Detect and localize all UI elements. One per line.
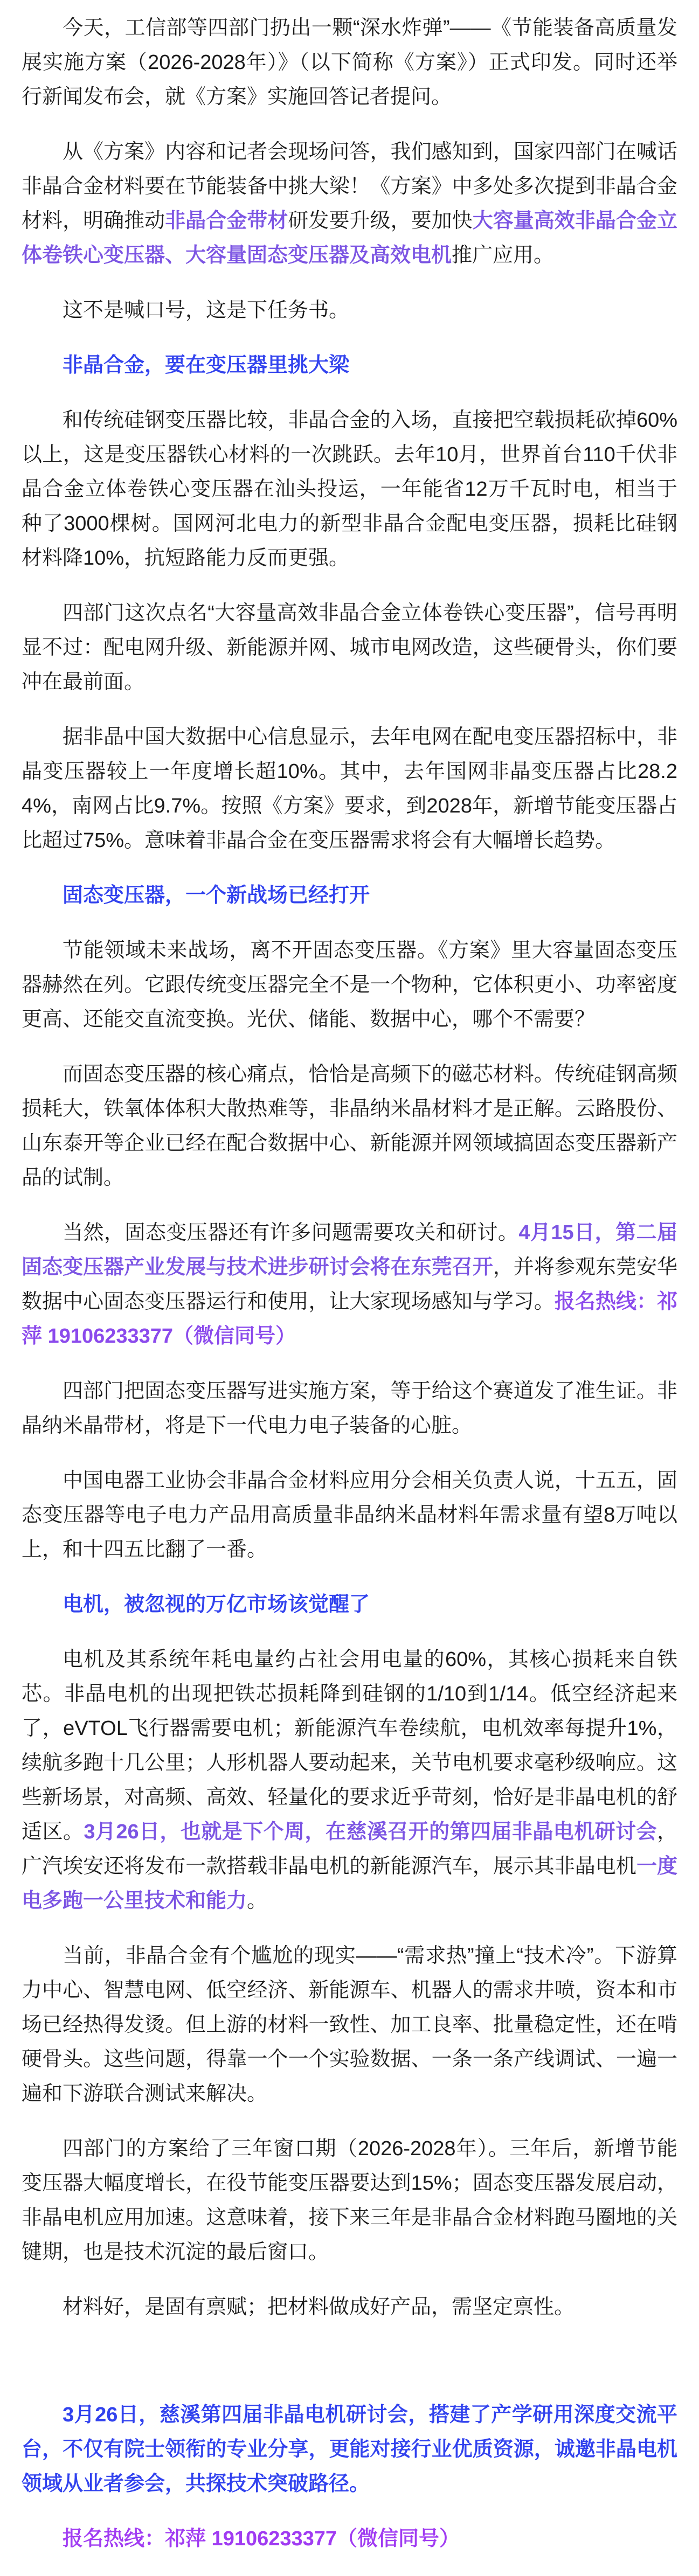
body-text-run: 当然，固态变压器还有许多问题需要攻关和研讨。: [63, 1221, 519, 1244]
section-heading-1: [22, 348, 677, 383]
paragraph: [22, 135, 677, 273]
emphasis-text-run: 大容量高效非晶合金立体卷铁心变压器、大容量固态变压器及高效电机: [22, 210, 677, 267]
paragraph: [22, 933, 677, 1037]
body-text-run: 电机及其系统年耗电量约占社会用电量的60%，其核心损耗来自铁芯。非晶电机的出现把铁芯损耗降到硅钢的1/10到1/14。低空经济起来了，eVTOL飞行器需要电机；新能源汽车卷续航，电机效率每提升1%，续航多跑十几公里；人形机器人要动起来，关节电机要求毫秒级响应。这些新场景，对高频、高效、轻量化的要求近乎苛刻，恰好是非晶电机的舒适区。: [22, 1648, 677, 1843]
emphasis-text-run: 一度电多跑一公里技术和能力: [22, 1855, 677, 1912]
paragraph-event-sst: [22, 1216, 677, 1353]
body-text-run: 四部门把固态变压器写进实施方案，等于给这个赛道发了准生证。非晶纳米晶带材，将是下一代电力电子装备的心脏。: [22, 1380, 677, 1437]
contact-line: [22, 2522, 677, 2556]
emphasis-text-run: 4月15日，第二届固态变压器产业发展与技术进步研讨会将在东莞召开: [22, 1221, 677, 1279]
paragraph: [22, 293, 677, 328]
body-text-run: 和传统硅钢变压器比较，非晶合金的入场，直接把空载损耗砍掉60%以上，这是变压器铁心材料的一次跳跃。去年10月，世界首台110千伏非晶合金立体卷铁心变压器在汕头投运，一年能省12万千瓦时电，相当于种了3000棵树。国网河北电力的新型非晶合金配电变压器，损耗比硅钢材料降10%，抗短路能力反而更强。: [22, 409, 677, 570]
body-text-run: 四部门这次点名“大容量高效非晶合金立体卷铁心变压器”，信号再明显不过：配电网升级、新能源并网、城市电网改造，这些硬骨头，你们要冲在最前面。: [22, 602, 677, 693]
section-heading-2: [22, 878, 677, 913]
article-body: [22, 11, 677, 2556]
body-text-run: 。: [247, 1890, 268, 1912]
heading-text: 非晶合金，要在变压器里挑大梁: [63, 354, 350, 377]
paragraph: [22, 720, 677, 858]
body-text-run: 从《方案》内容和记者会现场问答，我们感知到，国家四部门在喊话非晶合金材料要在节能装备中挑大梁！《方案》中多处多次提到非晶合金材料，明确推动: [22, 141, 677, 232]
paragraph: [22, 596, 677, 699]
paragraph: [22, 1463, 677, 1567]
body-text-run: 材料好，是固有禀赋；把材料做成好产品，需坚定禀性。: [63, 2296, 575, 2318]
paragraph: [22, 2290, 677, 2324]
body-text-run: 今天，工信部等四部门扔出一颗“深水炸弹”——《节能装备高质量发展实施方案（2026-2028年）》（以下简称《方案》）正式印发。同时还举行新闻发布会，就《方案》实施回答记者提问。: [22, 17, 677, 108]
heading-text: 固态变压器，一个新战场已经打开: [63, 884, 370, 907]
emphasis-text-run: 非晶合金带材: [165, 210, 288, 232]
paragraph-intro: [22, 11, 677, 114]
body-text-run: 当前，非晶合金有个尴尬的现实——“需求热”撞上“技术冷”。下游算力中心、智慧电网、低空经济、新能源车、机器人的需求井喷，资本和市场已经热得发烫。但上游的材料一致性、加工良率、批量稳定性，还在啃硬骨头。这些问题，得靠一个一个实验数据、一条一条产线调试、一遍一遍和下游联合测试来解决。: [22, 1945, 677, 2105]
body-text-run: 中国电器工业协会非晶合金材料应用分会相关负责人说，十五五，固态变压器等电子电力产品用高质量非晶纳米晶材料年需求量有望8万吨以上，和十四五比翻了一番。: [22, 1469, 677, 1561]
emphasis-text-run: 3月26日，也就是下个周，在慈溪召开的第四届非晶电机研讨会: [84, 1821, 657, 1843]
paragraph: [22, 1057, 677, 1195]
body-text-run: 四部门的方案给了三年窗口期（2026-2028年）。三年后，新增节能变压器大幅度增长，在役节能变压器要达到15%；固态变压器发展启动，非晶电机应用加速。这意味着，接下来三年是非晶合金材料跑马圈地的关键期，也是技术沉淀的最后窗口。: [22, 2137, 677, 2263]
body-text-run: 节能领域未来战场，离不开固态变压器。《方案》里大容量固态变压器赫然在列。它跟传统变压器完全不是一个物种，它体积更小、功率密度更高、还能交直流变换。光伏、储能、数据中心，哪个不需要？: [22, 939, 677, 1031]
cta-paragraph: [22, 2398, 677, 2501]
body-text-run: ，广汽埃安还将发布一款搭载非晶电机的新能源汽车，展示其非晶电机: [22, 1821, 677, 1878]
emphasis-text-run: 报名热线：祁萍 19106233377（微信同号）: [22, 1290, 677, 1348]
section-heading-3: [22, 1587, 677, 1622]
paragraph: [22, 1374, 677, 1443]
body-text-run: 这不是喊口号，这是下任务书。: [63, 299, 350, 322]
paragraph: [22, 2131, 677, 2269]
heading-text: 电机，被忽视的万亿市场该觉醒了: [63, 1593, 370, 1616]
heading-text: 3月26日，慈溪第四届非晶电机研讨会，搭建了产学研用深度交流平台，不仅有院士领衔的专业分享，更能对接行业优质资源，诚邀非晶电机领域从业者参会，共探技术突破路径。: [22, 2404, 677, 2495]
emphasis-text-run: 报名热线：祁萍 19106233377（微信同号）: [63, 2528, 460, 2550]
paragraph: [22, 1939, 677, 2111]
paragraph: [22, 403, 677, 575]
body-text-run: 而固态变压器的核心痛点，恰恰是高频下的磁芯材料。传统硅钢高频损耗大，铁氧体体积大散热难等，非晶纳米晶材料才是正解。云路股份、山东泰开等企业已经在配合数据中心、新能源并网领域搞固态变压器新产品的试制。: [22, 1063, 677, 1189]
body-text-run: ，并将参观东莞安华数据中心固态变压器运行和使用，让大家现场感知与学习。: [22, 1256, 677, 1313]
body-text-run: 推广应用。: [452, 244, 555, 267]
paragraph-event-motor: [22, 1642, 677, 1918]
body-text-run: 据非晶中国大数据中心信息显示，去年电网在配电变压器招标中，非晶变压器较上一年度增长超10%。其中，去年国网非晶变压器占比28.24%，南网占比9.7%。按照《方案》要求，到2028年，新增节能变压器占比超过75%。意味着非晶合金在变压器需求将会有大幅增长趋势。: [22, 726, 677, 852]
body-text-run: 研发要升级，要加快: [288, 210, 473, 232]
